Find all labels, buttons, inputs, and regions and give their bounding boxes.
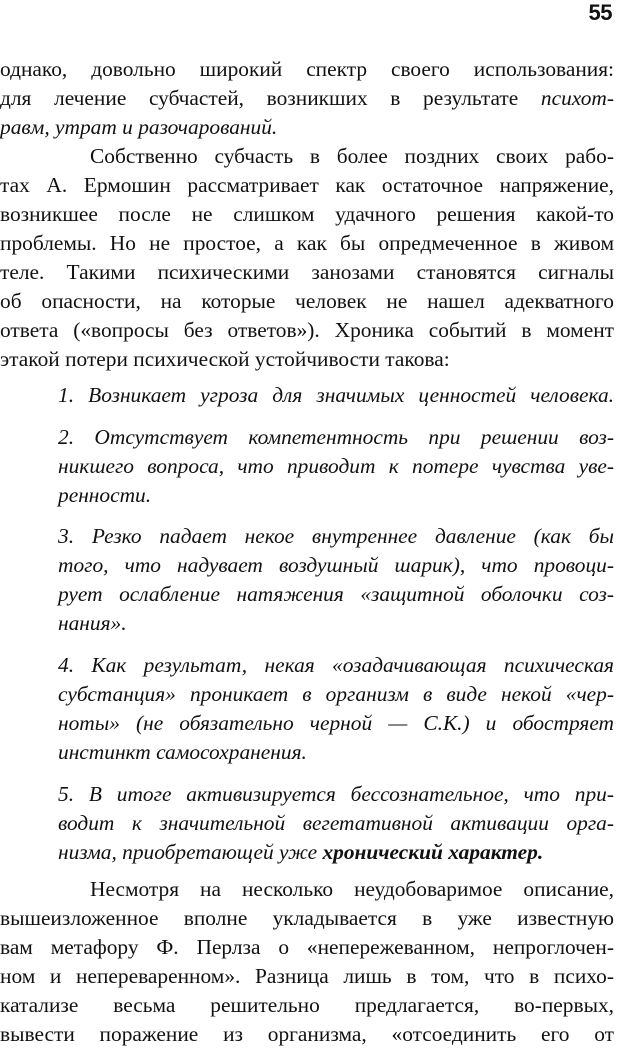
paragraph-1-text: для лечение субчастей, возникших в результате xyxy=(0,86,541,110)
paragraph-2-line-8: этакой потери психической устойчивости такова: xyxy=(0,347,450,371)
paragraph-2-line-1: Собственно субчасть в более поздних своих рабо- xyxy=(90,144,614,168)
list-item-4-line-3: ноты» (не обязательно черной — С.К.) и обостряет xyxy=(58,711,614,735)
paragraph-3-line-3: вам метафору Ф. Перлза о «непережеванном, непроглочен- xyxy=(0,935,614,959)
list-item-2-line-1: 2. Отсутствует компетентность при решении воз- xyxy=(58,425,614,449)
paragraph-2-line-2: тах А. Ермошин рассматривает как остаточное напряжение, xyxy=(0,173,614,197)
list-item-5-bold-term: хронический характер. xyxy=(322,840,544,864)
list-item-5-line-1: 5. В итоге активизируется бессознательное, что при- xyxy=(58,782,614,806)
list-item-2-line-2: никшего вопроса, что приводит к потере чувства уве- xyxy=(58,454,614,478)
paragraph-2-line-7: ответа («вопросы без ответов»). Хроника событий в момент xyxy=(0,318,614,342)
list-item-5-line-3 xyxy=(58,838,614,866)
paragraph-2-line-3: возникшее после не слишком удачного решения какой-то xyxy=(0,202,614,226)
paragraph-1-line-3: равм, утрат и разочарований. xyxy=(0,115,278,139)
paragraph-1-line-1: однако, довольно широкий спектр своего использования: xyxy=(0,57,614,81)
paragraph-1-line-2 xyxy=(0,84,614,112)
list-item-4-line-1: 4. Как результат, некая «озадачивающая психическая xyxy=(58,653,614,677)
list-item-5-text: низма, приобретающей уже xyxy=(58,840,323,864)
list-item-4-line-2: субстанция» проникает в организм в виде некой «чер- xyxy=(58,682,614,706)
paragraph-3-line-6: вывести поражение из организма, «отсоединить его от xyxy=(0,1022,614,1046)
paragraph-1-italic-term: психот- xyxy=(540,86,614,110)
page-number: 55 xyxy=(588,0,612,25)
paragraph-3-line-1: Несмотря на несколько неудобоваримое описание, xyxy=(90,877,614,901)
list-item-5-line-2: водит к значительной вегетативной активации орга- xyxy=(58,811,614,835)
paragraph-2-line-4: проблемы. Но не простое, а как бы опредмеченное в живом xyxy=(0,231,614,255)
paragraph-3-line-5: катализе весьма решительно предлагается, во-первых, xyxy=(0,993,614,1017)
paragraph-2-line-5: теле. Такими психическими занозами становятся сигналы xyxy=(0,260,614,284)
paragraph-3-line-4: ном и непереваренном». Разница лишь в том, что в психо- xyxy=(0,964,614,988)
list-item-3-line-2: того, что надувает воздушный шарик), что провоци- xyxy=(58,553,614,577)
paragraph-3-line-2: вышеизложенное вполне укладывается в уже известную xyxy=(0,906,614,930)
paragraph-2-line-6: об опасности, на которые человек не нашел адекватного xyxy=(0,289,614,313)
list-item-1-line-1: 1. Возникает угроза для значимых ценностей человека. xyxy=(58,383,614,407)
list-item-3-line-1: 3. Резко падает некое внутреннее давление (как бы xyxy=(58,524,614,548)
list-item-2-line-3: ренности. xyxy=(58,483,152,507)
list-item-3-line-3: рует ослабление натяжения «защитной оболочки соз- xyxy=(58,582,614,606)
list-item-3-line-4: нания». xyxy=(58,611,127,635)
list-item-4-line-4: инстинкт самосохранения. xyxy=(58,740,307,764)
